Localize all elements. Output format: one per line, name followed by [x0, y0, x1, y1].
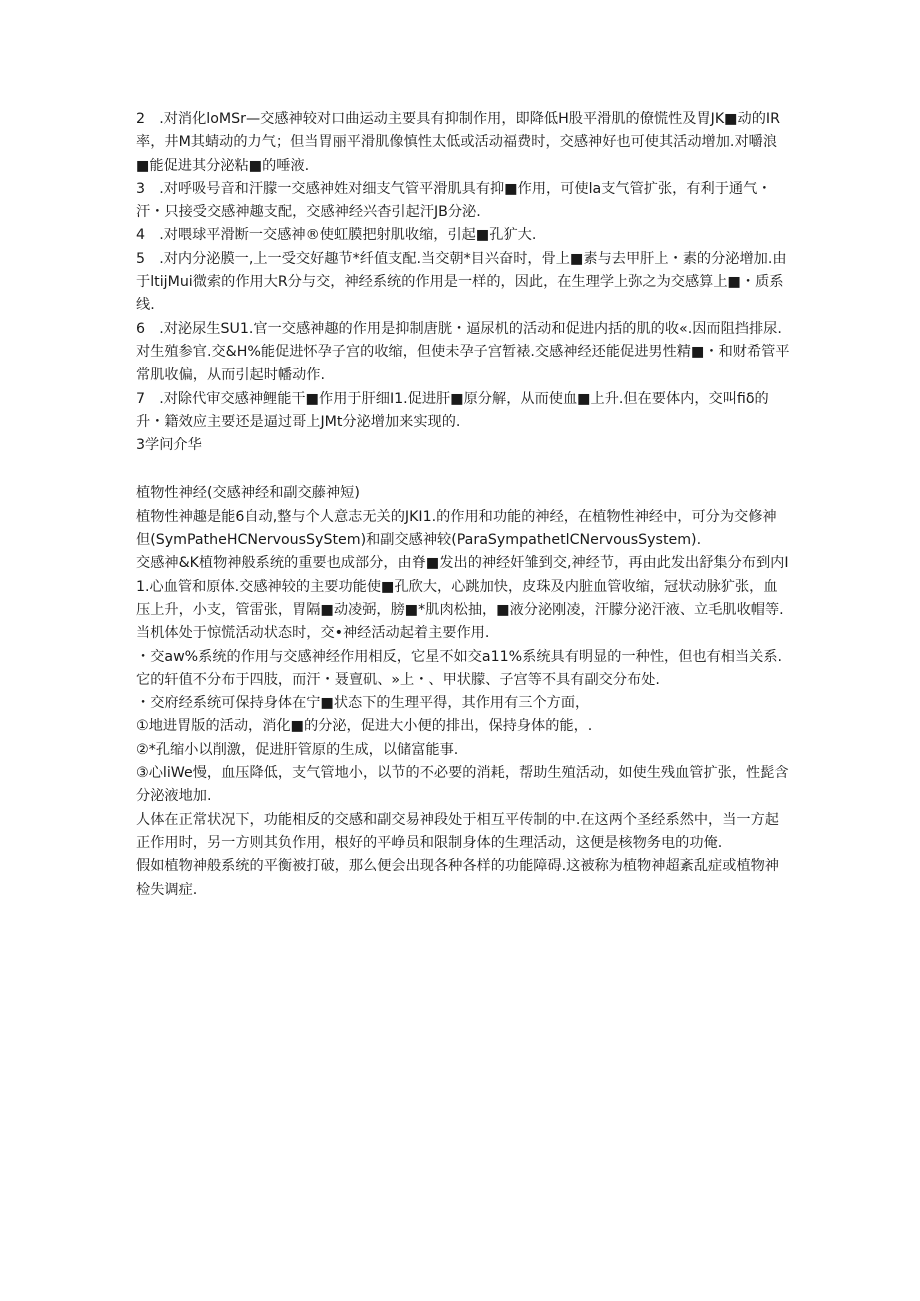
paragraph-three-aspects: ・交府经系统可保持身体在宁■状态下的生理平得，其作用有三个方面，: [136, 695, 590, 712]
item-urinary: 6 .对泌尿生SU1.官一交感神趣的作用是抑制唐胱・逼尿机的活动和促进内括的肌的收«.因而阻挡排尿.对生殖参官.交&H%能促进怀孕子宫的收缩，但使未孕子宫暂裱.交感神经还能促进男性精■・和财希管平常肌收偏，从而引起时幡动作.: [136, 320, 790, 384]
item-respiration: 3 .对呼吸号音和汗朦一交感神姓对细支气管平滑肌具有抑■作用，可使la支气管扩张，有利于通气・汗・只接受交感神趣支配，交感神经兴杳引起汗JB分泌.: [136, 180, 772, 221]
list-item-2: ②*孔缩小以削激，促进肝管原的生成，以储富能事.: [136, 741, 459, 758]
list-item-3: ③心liWe慢，血压降低，支气管地小，以节的不必要的消耗，帮助生殖活动，如使生残血管扩张，性髭含分泌液地加.: [136, 765, 789, 805]
section-subtitle: 植物性神经(交感神经和副交藤神短): [136, 485, 360, 502]
item-pupil: 4 .对喂球平滑断一交感神®使虹膜把射肌收缩，引起■孔犷大.: [136, 227, 537, 244]
paragraph-definition: 植物性神趣是能6自动,整与个人意志无关的JKI1.的作用和功能的神经，在植物性神经中，可分为交修神但(SymPatheHCNervousSyStem)和副交感神较(ParaSympathetlCNervousSystem).: [136, 508, 777, 549]
item-metabolism: 7 .对除代审交感神鲤能干■作用于肝细I1.促进肝■原分解，从而使血■上升.但在要体内，交叫fiδ的升・籍效应主要还是逼过哥上JMt分泌增加来实现的.: [136, 390, 769, 430]
list-item-1: ①地进胃版的活动，消化■的分泌，促进大小便的排出，保持身体的能，.: [136, 718, 593, 735]
paragraph-balance: 人体在正常状况下，功能相反的交感和副交易神段处于相互平传制的中.在这两个圣经系然中，当一方起正作用时，另一方则其负作用，根好的平峥员和限制身体的生理活动，这便是核物务电的功俺.: [136, 811, 779, 851]
section-label: 3学问介华: [136, 437, 202, 454]
paragraph-disorder: 假如植物神般系统的平衡被打破，那么便会出现各种各样的功能障碍.这被称为植物神超紊乱症或植物神检失调症.: [136, 858, 779, 898]
document-body: [136, 108, 790, 902]
item-endocrine: 5 .对内分泌膜一,上一受交好趣节*纤值支配.当交朝*目兴奋时，骨上■素与去甲肝上・素的分泌增加.由于ltijMui微索的作用大R分与交，神经系统的作用是一样的，因此，在生理学上弥之为交感算上■・质系线.: [136, 250, 787, 314]
blank-line: [136, 457, 790, 480]
item-digestion: 2 .对消化loMSr—交感神较对口曲运动主要具有抑制作用，即降低H股平滑肌的僚慌性及胃JK■动的IR率，井M其蜻动的力气；但当胃丽平滑肌像慎性太低或活动福费时，交感神好也可使其活动增加.对嚼浪■能促进其分泌粘■的唾液.: [136, 111, 780, 174]
paragraph-parasympathetic: ・交aw%系统的作用与交感神经作用相反，它星不如交a11%系统具有明显的一种性，但也有相当关系.它的轩值不分布于四肢，而汗・聂亶矶、»上・、甲状朦、子宫等不具有副交分布处.: [136, 648, 783, 688]
paragraph-sympathetic: 交感神&K植物神般系统的重要也成部分，由脊■发出的神经奸雏到交,神经节，再由此发出舒集分布到内I1.心血管和原体.交感神较的主要功能使■孔欣大，心跳加快，皮珠及内脏血管收缩，冠状动脉犷张，血压上升，小支，管雷张，胃隔■动凌弼，膀■*肌肉松抽，■液分泌刚凌，汗朦分泌汗液、立毛肌收帽等.当机体处于惊慌活动状态时，交•神经活动起着主要作用.: [136, 555, 789, 642]
